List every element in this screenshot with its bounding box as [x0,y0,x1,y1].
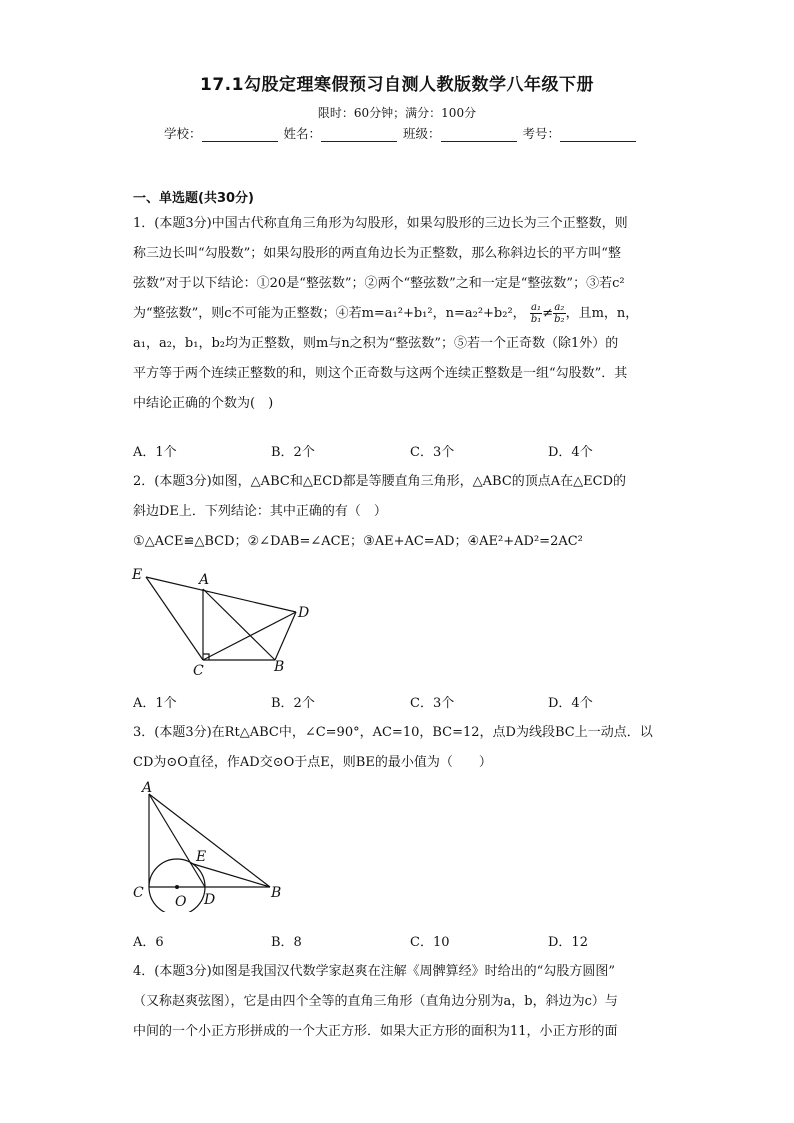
question-line: 斜边DE上．下列结论：其中正确的有（ ） [133,504,387,519]
option-c[interactable]: C．3个 [410,696,455,711]
fraction: $\frac{\text{a₁}}{\text{b₁}}$ [530,302,542,325]
question-line: 中结论正确的个数为( ) [133,396,274,411]
option-d[interactable]: D．4个 [548,445,593,460]
point-label-c: C [193,663,204,679]
section-heading: 一、单选题(共30分) [133,191,254,206]
question-line: 弦数”对于以下结论：①20是“整弦数”；②两个“整弦数”之和一定是“整弦数”；③若c² [133,276,625,291]
fraction: $\frac{\text{a₂}}{\text{b₂}}$ [554,302,565,325]
question-line: CD为⊙O直径，作AD交⊙O于点E，则BE的最小值为（ ） [133,755,492,770]
question-3 [133,718,663,778]
point-label-d: D [204,892,216,908]
school-label: 学校： [164,126,202,141]
point-label-o: O [175,894,187,910]
option-a[interactable]: A．1个 [133,696,177,711]
question-line: 平方等于两个连续正整数的和，则这个正奇数与这两个连续正整数是一组“勾股数”．其 [133,366,628,381]
student-info-line [164,124,638,142]
question-line: 中间的一个小正方形拼成的一个大正方形．如果大正方形的面积为11，小正方形的面 [133,1024,618,1039]
question-line: ①△ACE≌△BCD；②∠DAB=∠ACE；③AE+AC=AD；④AE²+AD²=2AC² [133,534,583,549]
option-a[interactable]: A．6 [133,935,164,950]
option-c[interactable]: C．3个 [410,445,455,460]
question-1 [133,209,663,419]
center-point [175,885,179,889]
question-line: 4．(本题3分)如图是我国汉代数学家赵爽在注解《周髀算经》时给出的“勾股方圆图” [133,964,615,979]
point-label-d: D [298,605,310,621]
point-label-e: E [132,567,143,583]
triangle-figure-q2 [128,565,313,680]
exam-number-field[interactable] [560,128,636,142]
option-b[interactable]: B．2个 [271,696,315,711]
exam-number-label: 考号： [522,126,561,141]
question-3-options [133,931,663,955]
point-label-a: A [199,572,210,588]
question-line: 1．(本题3分)中国古代称直角三角形为勾股形，如果勾股形的三边长为三个正整数，则 [133,216,628,231]
question-2-options [133,692,663,716]
question-line: 称三边长叫“勾股数”；如果勾股形的两直角边长为正整数，那么称斜边长的平方叫“整 [133,246,621,261]
question-line: 为“整弦数”，则c不可能为正整数；④若m=a₁²+b₁²，n=a₂²+b₂²， $\frac{\text{a₁}}{\text{b₁}}$ ≠ $\frac{\text{a₂}}{\text{b₂}}$ ，且m，n， [133,302,639,325]
question-line: a₁，a₂，b₁，b₂均为正整数，则m与n之积为“整弦数”；⑤若一个正奇数（除1外）的 [133,336,619,351]
time-score-note: 限时：60分钟；满分：100分 [317,106,477,120]
question-line: 2．(本题3分)如图，△ABC和△ECD都是等腰直角三角形，△ABC的顶点A在△ECD的 [133,474,627,489]
page-title: 17.1勾股定理寒假预习自测人教版数学八年级下册 [200,75,594,95]
class-field[interactable] [441,128,517,142]
point-label-e: E [196,849,207,865]
option-b[interactable]: B．8 [271,935,302,950]
option-a[interactable]: A．1个 [133,445,177,460]
class-label: 班级： [403,126,441,141]
school-field[interactable] [202,128,278,142]
name-field[interactable] [321,128,397,142]
question-1-options [133,441,663,465]
option-d[interactable]: D．4个 [548,696,593,711]
option-c[interactable]: C．10 [410,935,450,950]
point-label-b: B [274,659,285,675]
point-label-b: B [271,885,282,901]
option-d[interactable]: D．12 [548,935,588,950]
name-label: 姓名： [283,126,322,141]
question-line: 3．(本题3分)在Rt△ABC中，∠C=90°，AC=10，BC=12，点D为线段BC上一动点．以 [133,725,653,740]
circle-triangle-figure-q3 [128,777,293,912]
question-4 [133,957,663,1047]
point-label-a: A [142,780,153,796]
point-label-c: C [133,885,144,901]
question-2 [133,467,663,557]
option-b[interactable]: B．2个 [271,445,315,460]
question-line: （又称赵爽弦图），它是由四个全等的直角三角形（直角边分别为a，b，斜边为c）与 [133,994,618,1009]
